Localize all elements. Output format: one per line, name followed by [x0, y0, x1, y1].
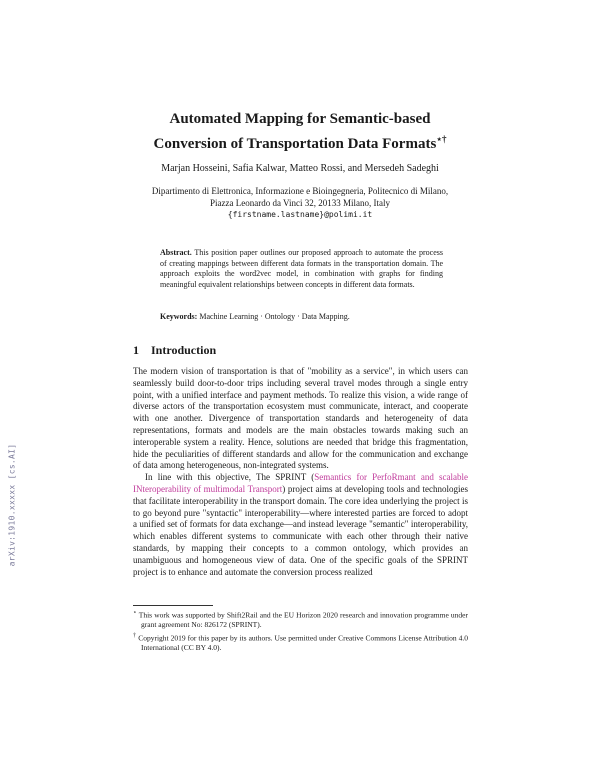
- keywords: [160, 312, 443, 321]
- paper-title: [120, 109, 480, 154]
- footnote-rule: [133, 605, 213, 606]
- affiliation-line-1: Dipartimento di Elettronica, Informazione e Bioingegneria, Politecnico di Milano,: [151, 186, 449, 196]
- affiliation-line-2: Piazza Leonardo da Vinci 32, 20133 Milano, Italy: [210, 198, 390, 208]
- section-title: Introduction: [151, 343, 217, 357]
- keywords-label: Keywords:: [160, 312, 198, 321]
- footnote-1: ⋆ This work was supported by Shift2Rail and the EU Horizon 2020 research and innovation programme under grant agreement No: 826172 (SPRINT).: [133, 610, 468, 630]
- title-line-1: Automated Mapping for Semantic-based: [169, 111, 431, 127]
- arxiv-identifier: arXiv:1910.xxxxx [cs.AI]: [7, 443, 17, 567]
- section-heading: [133, 343, 216, 358]
- title-footnote-marks: ⋆†: [436, 134, 447, 144]
- affiliation: [100, 185, 500, 221]
- body-text: [133, 366, 468, 578]
- paragraph-1: The modern vision of transportation is that of "mobility as a service", in which users can seamlessly build door-to-door trips including several travel modes through a single entry point, with a unified interface and payment methods. To realize this vision, a wide range of diverse actors of the transportation ecosystem must communicate, interact, and cooperate with one another. Divergence of transportation standards and heterogeneity of data representations, formats and models are the main obstacles towards making such an interoperable system a reality. Hence, solutions are needed that bridge this fragmentation, hide the peculiarities of different standards and allow for the communication and exchange of data among heterogeneous, non-integrated systems.: [133, 366, 468, 471]
- abstract: [160, 248, 443, 290]
- footnotes: [133, 609, 468, 655]
- affiliation-email: {firstname.lastname}@polimi.it: [227, 210, 373, 219]
- section-number: 1: [133, 343, 139, 357]
- paragraph-2: In line with this objective, The SPRINT (Semantics for PerfoRmant and scalable INteroperability of multimodal Transport) project aims at developing tools and technologies that facilitate interoperability in the transport domain. The core idea underlying the project is to go beyond pure "syntactic" interoperability—where interested parties are forced to adopt a unified set of formats for data exchange—and instead leverage "semantic" interoperability, which enables different systems to communicate with each other through their native standards, by mapping their concepts to a common ontology, which provides an unambiguous and homogeneous view of data. One of the specific goals of the SPRINT project is to enhance and automate the conversion process realized: [133, 472, 468, 577]
- sprint-acronym-link[interactable]: Semantics for PerfoRmant and scalable INteroperability of multimodal Transport: [133, 472, 468, 494]
- author-list: Marjan Hosseini, Safia Kalwar, Matteo Rossi, and Mersedeh Sadeghi: [161, 163, 439, 174]
- abstract-text: This position paper outlines our proposed approach to automate the process of creating mappings between different data formats in the transportation domain. The approach exploits the word2vec model, in combination with graphs for finding meaningful equivalent relationships between concepts in different data formats.: [160, 248, 444, 289]
- keywords-text: Machine Learning · Ontology · Data Mapping.: [199, 312, 350, 321]
- arxiv-sidebar-stamp: [0, 405, 24, 605]
- title-line-2: Conversion of Transportation Data Formats⋆†: [153, 134, 447, 152]
- footnote-2: † Copyright 2019 for this paper by its authors. Use permitted under Creative Commons License Attribution 4.0 International (CC BY 4.0).: [133, 633, 469, 653]
- abstract-label: Abstract.: [160, 248, 192, 257]
